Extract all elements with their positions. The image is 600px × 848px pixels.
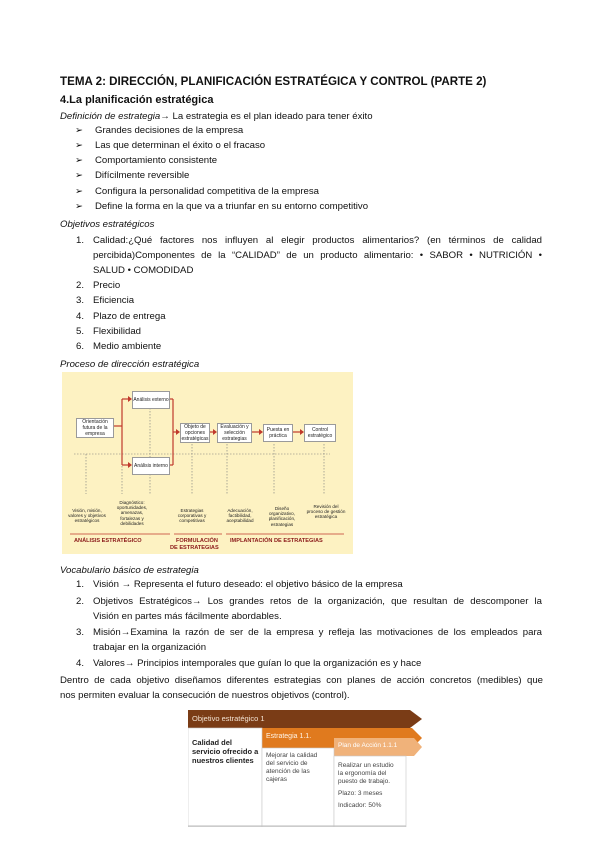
box-evaluacion: Evaluación y selección estrategias xyxy=(217,423,252,443)
list-item: Comportamiento consistente xyxy=(95,155,218,166)
bottom-note: Visión, misión, valores y objetivos estratégicos xyxy=(68,508,106,524)
list-number: 3. xyxy=(76,627,85,638)
list-item: Eficiencia xyxy=(93,295,135,306)
page-title: TEMA 2: DIRECCIÓN, PLANIFICACIÓN ESTRATÉGICA Y CONTROL (PARTE 2) xyxy=(60,75,487,88)
phase-formulacion: FORMULACIÓN xyxy=(176,538,218,544)
objective-text xyxy=(192,738,258,765)
strategy-cascade-figure xyxy=(188,710,424,827)
list-number: 2. xyxy=(76,596,85,607)
list-item: Valores→ Principios intemporales que guían lo que la organización es y hace xyxy=(93,658,422,669)
closing-line-2: nos permiten evaluar la consecución de nuestros objetivos (control). xyxy=(60,690,350,701)
list-number: 1. xyxy=(76,235,85,246)
list-item: Calidad:¿Qué factores nos influyen al elegir productos alimentarios? (en términos de calidad xyxy=(93,235,542,246)
bullet-arrow-icon: ➢ xyxy=(75,186,84,197)
list-number: 5. xyxy=(76,326,85,337)
list-number: 2. xyxy=(76,280,85,291)
objectives-heading: Objetivos estratégicos xyxy=(60,219,155,230)
strategy-text-line: del servicio de xyxy=(266,760,308,767)
bullet-arrow-icon: ➢ xyxy=(75,170,84,181)
list-item: Medio ambiente xyxy=(93,341,162,352)
diagram-background xyxy=(62,372,353,554)
bottom-note: Diseño organizativo, planificación, estrategias xyxy=(268,506,296,527)
definition-line xyxy=(60,110,373,123)
definition-arrow: → xyxy=(160,111,170,122)
process-heading: Proceso de dirección estratégica xyxy=(60,359,200,370)
list-item: Visión → Representa el futuro deseado: el objetivo básico de la empresa xyxy=(93,579,403,590)
action-plan-line: la ergonomía del xyxy=(338,770,387,777)
closing-line-1: Dentro de cada objetivo diseñamos diferentes estrategias con planes de acción concretos (medibles) que xyxy=(60,675,543,686)
strategy-text xyxy=(266,752,317,784)
list-number: 1. xyxy=(76,579,85,590)
bullet-arrow-icon: ➢ xyxy=(75,155,84,166)
definition-text: La estrategia es el plan ideado para tener éxito xyxy=(172,111,373,122)
box-control: Control estratégico xyxy=(304,424,336,442)
bullet-arrow-icon: ➢ xyxy=(75,140,84,151)
definition-label: Definición de estrategia xyxy=(60,111,161,122)
action-plan-line: puesto de trabajo. xyxy=(338,778,391,785)
list-item: Misión→Examina la razón de ser de la empresa y refleja las motivaciones de los empleados para xyxy=(93,627,542,638)
box-orientacion: Orientación futura de la empresa xyxy=(76,418,114,438)
list-item-cont: Visión en partes más fácilmente abordables. xyxy=(93,611,282,622)
vocab-heading: Vocabulario básico de estrategia xyxy=(60,565,199,576)
list-item: Las que determinan el éxito o el fracaso xyxy=(95,140,266,151)
objective-text-line: nuestros clientes xyxy=(192,756,254,765)
list-item: Configura la personalidad competitiva de la empresa xyxy=(95,186,319,197)
list-item: Difícilmente reversible xyxy=(95,170,190,181)
strategy-label: Estrategia 1.1. xyxy=(266,733,312,740)
phase-implantacion: IMPLANTACIÓN DE ESTRATEGIAS xyxy=(230,538,323,544)
list-number: 6. xyxy=(76,341,85,352)
action-plan-line: Realizar un estudio xyxy=(338,762,394,769)
action-plan-label: Plan de Acción 1.1.1 xyxy=(338,742,398,749)
box-analisis-interno: Análisis interno xyxy=(132,457,170,475)
list-item: Flexibilidad xyxy=(93,326,141,337)
list-item-cont: SALUD • COMODIDAD xyxy=(93,265,194,276)
box-puesta-practica: Puesta en práctica xyxy=(263,424,293,442)
phase-analisis: ANÁLISIS ESTRATÉGICO xyxy=(74,538,142,544)
phase-formulacion-2: DE ESTRATEGIAS xyxy=(170,545,219,551)
objective-label: Objetivo estratégico 1 xyxy=(192,714,265,723)
action-plan-line: Plazo: 3 meses xyxy=(338,790,383,797)
list-number: 4. xyxy=(76,658,85,669)
bottom-note: Estrategias corporativas y competitivas xyxy=(177,508,207,524)
box-analisis-externo: Análisis externo xyxy=(132,391,170,409)
list-item: Define la forma en la que va a triunfar en su entorno competitivo xyxy=(95,201,369,212)
list-item-cont: trabajar en la organización xyxy=(93,642,207,653)
list-item: Grandes decisiones de la empresa xyxy=(95,125,244,136)
strategy-text-line: atención de las xyxy=(266,768,310,775)
list-number: 4. xyxy=(76,311,85,322)
objective-text-line: Calidad del xyxy=(192,738,233,747)
list-item: Objetivos Estratégicos→ Los grandes retos de la organización, que resultan de descomponer la xyxy=(93,596,542,607)
process-diagram xyxy=(62,372,353,554)
bullet-arrow-icon: ➢ xyxy=(75,125,84,136)
objective-text-line: servicio ofrecido a xyxy=(192,747,259,756)
list-item: Precio xyxy=(93,280,121,291)
list-number: 3. xyxy=(76,295,85,306)
list-item: Plazo de entrega xyxy=(93,311,166,322)
bottom-note: Diagnóstico: oportunidades, amenazas, fortalezas y debilidades xyxy=(116,500,148,526)
bottom-note: Adecuación, factibilidad, aceptabilidad xyxy=(226,508,254,524)
action-plan-line: Indicador: 50% xyxy=(338,802,382,809)
section-heading: 4.La planificación estratégica xyxy=(60,94,214,106)
action-plan-text xyxy=(338,762,394,810)
bullet-arrow-icon: ➢ xyxy=(75,201,84,212)
box-objeto-opciones: Objeto de opciones estratégicas xyxy=(181,424,209,442)
bottom-note: Revisión del proceso de gestión estratégica xyxy=(306,504,346,520)
strategy-text-line: Mejorar la calidad xyxy=(266,752,318,759)
strategy-text-line: cajeras xyxy=(266,776,287,783)
list-item-cont: percibida)Componentes de la “CALIDAD” de un producto alimentario: • SABOR • NUTRICIÓN • xyxy=(93,250,542,261)
